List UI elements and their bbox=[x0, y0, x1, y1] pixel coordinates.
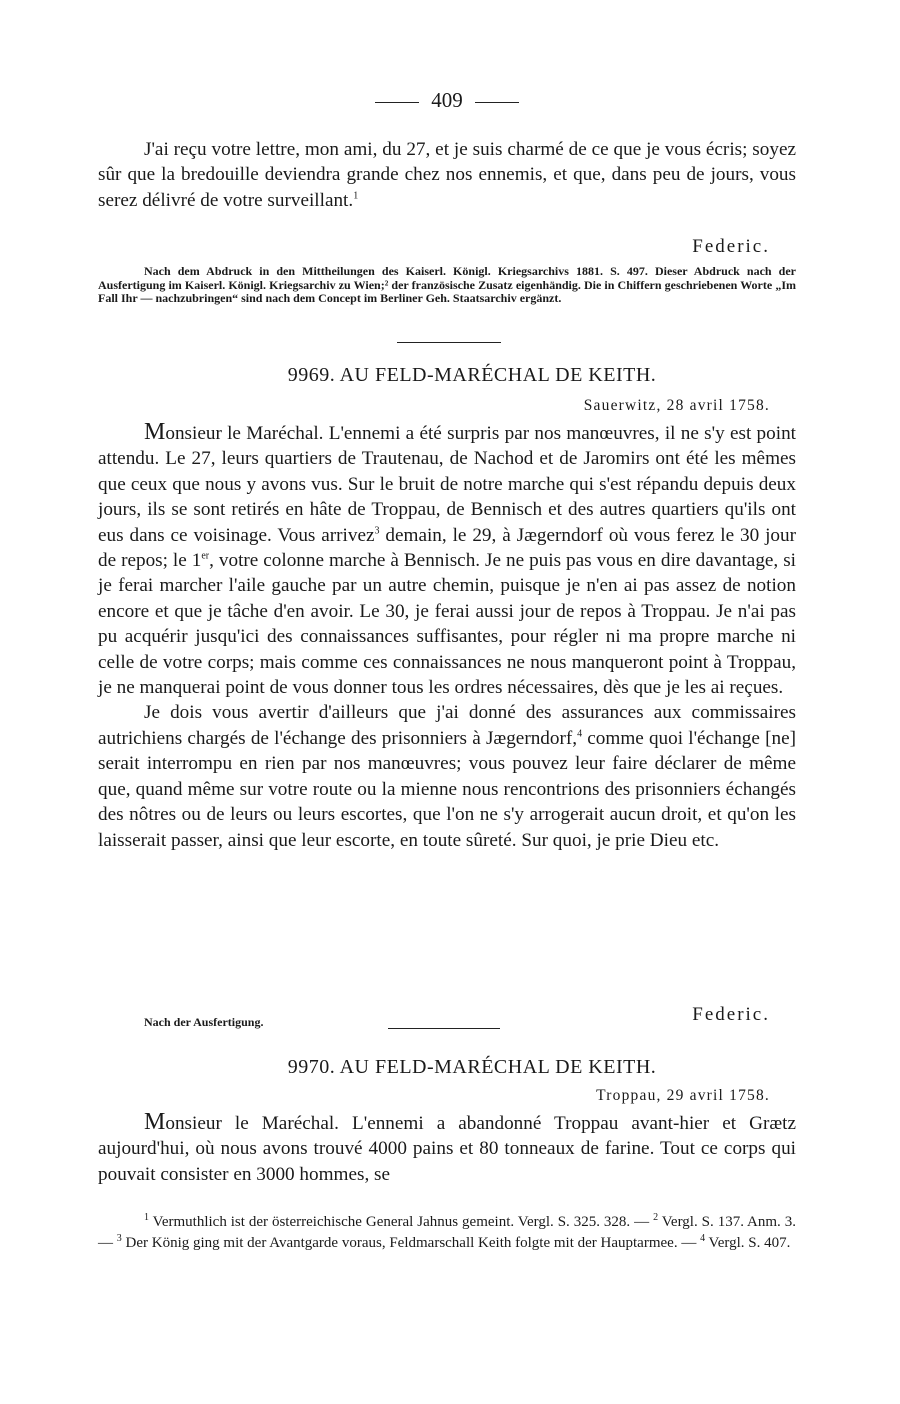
section-divider bbox=[388, 1028, 500, 1029]
letter-heading: 9970. AU FELD-MARÉCHAL DE KEITH. bbox=[287, 1056, 657, 1078]
footnote-number: 4 bbox=[700, 1233, 706, 1244]
previous-letter-ending bbox=[98, 137, 796, 213]
footnote-ref: 3 bbox=[374, 525, 380, 537]
previous-letter-text: J'ai reçu votre lettre, mon ami, du 27, et je suis charmé de ce que je vous écris; soyez sûr que la bredouille deviendra grande chez nos ennemis, et que, dans peu de jours, vous serez délivré de votre surveillant. bbox=[98, 139, 796, 211]
footnote-text: Vergl. S. 137. Anm. 3. — bbox=[98, 1214, 797, 1251]
footnote-number: 3 bbox=[116, 1233, 122, 1244]
letter-heading: 9969. AU FELD-MARÉCHAL DE KEITH. bbox=[287, 364, 657, 386]
page-header bbox=[98, 88, 796, 113]
letter-paragraph: Je dois vous avertir d'ailleurs que j'ai donné des assurances aux commissaires autrichiens chargés de l'échange des prisonniers à Jægerndorf,$^4$ comme quoi l'échange [ne] serait interrompu en rien par nos manœuvres; vous pouvez leur faire déclarer de même que, quand même sur votre route ou la mienne nous rencontrions des prisonniers échangés des nôtres ou de leurs ou leurs escortes, que l'on ne s'y arrogerait aucun droit, et qu'on les laisserait passer, ainsi que leur escorte, en toute sûreté. Sur quoi, je prie Dieu etc. bbox=[98, 702, 796, 851]
footnote-text: Der König ging mit der Avantgarde voraus, Feldmarschall Keith folgte mit der Hauptarmee. — bbox=[121, 1235, 701, 1251]
source-note: Nach dem Abdruck in den Mittheilungen des Kaiserl. Königl. Kriegsarchivs 1881. S. 497. Dieser Abdruck nach der Ausfertigung im Kaiserl. Königl. Kriegsarchiv zu Wien;² der französische Zusatz eigenhändig. Die in Chiffern geschriebenen Worte „Im Fall Ihr — nachzubringen“ sind nach dem Concept im Berliner Geh. Staatsarchiv ergänzt. bbox=[98, 264, 796, 306]
header-dash-left bbox=[375, 102, 419, 103]
initial-letter: M bbox=[144, 1109, 166, 1135]
signature: Federic. bbox=[692, 236, 770, 257]
letter-paragraph: Monsieur le Maréchal. L'ennemi a abandonné Troppau avant-hier et Grætz aujourd'hui, où nous avons trouvé 4000 pains et 80 tonneaux de farine. Tout ce corps qui pouvait consister en 3000 hommes, se bbox=[98, 1109, 796, 1185]
letter-body bbox=[98, 420, 796, 853]
footnote-text: Vermuthlich ist der österreichische General Jahnus gemeint. Vergl. S. 325. 328. — bbox=[149, 1214, 654, 1230]
page-number: 409 bbox=[431, 88, 463, 112]
source-note: Nach der Ausfertigung. bbox=[144, 1015, 264, 1029]
footnote-number: 2 bbox=[653, 1212, 659, 1223]
footnote-ref: 1 bbox=[353, 190, 359, 202]
header-dash-right bbox=[475, 102, 519, 103]
footnote-number: 1 bbox=[144, 1212, 149, 1223]
footnotes bbox=[98, 1212, 796, 1254]
section-divider bbox=[397, 342, 501, 343]
footnote-text: Vergl. S. 407. bbox=[705, 1235, 791, 1251]
letter-dateline: Troppau, 29 avril 1758. bbox=[596, 1087, 770, 1104]
letter-dateline: Sauerwitz, 28 avril 1758. bbox=[583, 397, 770, 414]
letter-body bbox=[98, 1110, 796, 1187]
footnote-ref: 4 bbox=[577, 728, 583, 740]
signature: Federic. bbox=[692, 1004, 770, 1025]
letter-paragraph: Monsieur le Maréchal. L'ennemi a été surpris par nos manœuvres, il ne s'y est point attendu. Le 27, leurs quartiers de Trautenau, de Nachod et de Jaromirs ont été les mêmes que ceux que nous y avons vus. Sur le bruit de notre marche qui s'est répandu depuis deux jours, ils se sont retirés en hâte de Troppau, de Bennisch et des autres quartiers qu'ils ont eus dans ce voisinage. Vous arrivez$^3$ demain, le 29, à Jægerndorf où vous ferez le 30 jour de repos; le 1er, votre colonne marche à Bennisch. Je ne puis pas vous en dire davantage, si je ferai marcher l'aile gauche par un autre chemin, puisque je n'en ai pas assez de notion encore et que je tâche d'en avoir. Le 30, je ferai aussi jour de repos à Troppau. Je n'ai pas pu acquérir jusqu'ici des connaissances suffisantes, pour régler ni ma propre marche ni celle de votre corps; mais comme ces connaissances ne nous manqueront point à Troppau, je ne manquerai point de vous donner tous les ordres nécessaires, dès que je les ai reçues. bbox=[98, 419, 797, 699]
initial-letter: M bbox=[144, 419, 166, 445]
